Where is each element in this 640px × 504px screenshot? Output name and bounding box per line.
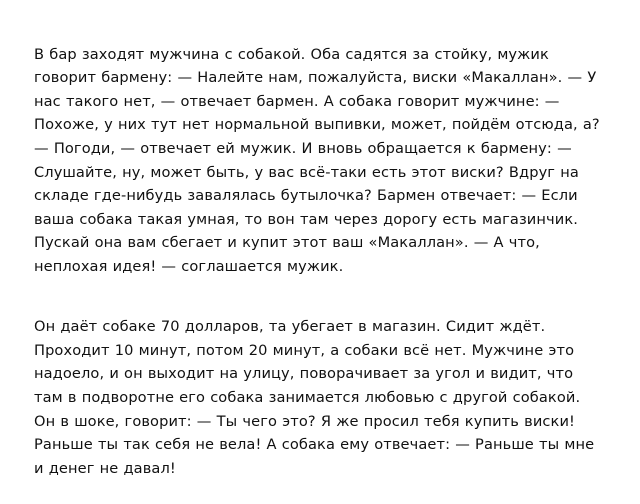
- paragraph-1: В бар заходят мужчина с собакой. Оба садятся за стойку, мужик говорит бармену: — Налейте нам, пожалуйста, виски «Макаллан». — У нас такого нет, — отвечает бармен. А собака говорит мужчине: — Похоже, у них тут нет нормальной выпивки, может, пойдём отсюда, а? — Погоди, — отвечает ей мужик. И вновь обращается к бармену: — Слушайте, ну, может быть, у вас всё-таки есть этот виски? Вдруг на складе где-нибудь завалялась бутылочка? Бармен отвечает: — Если ваша собака такая умная, то вон там через дорогу есть магазинчик. Пускай она вам сбегает и купит этот ваш «Макаллан». — А что, неплохая идея! — соглашается мужик.: [34, 45, 600, 275]
- paragraph-2: Он даёт собаке 70 долларов, та убегает в магазин. Сидит ждёт. Проходит 10 минут, потом 20 минут, а собаки всё нет. Мужчине это надоело, и он выходит на улицу, поворачивает за угол и видит, что там в подворотне его собака занимается любовью с другой собакой. Он в шоке, говорит: — Ты чего это? Я же просил тебя купить виски! Раньше ты так себя не вела! А собака ему отвечает: — Раньше ты мне и денег не давал!: [34, 318, 595, 477]
